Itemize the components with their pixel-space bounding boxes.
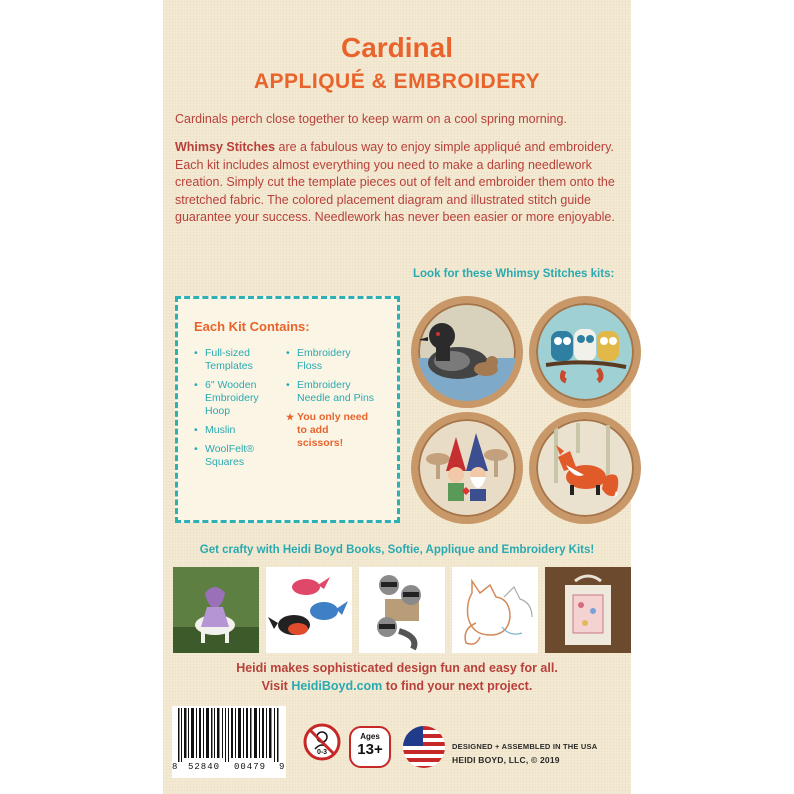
flag-graphic — [403, 726, 445, 768]
footer-next-project: to find your next project. — [382, 679, 533, 693]
ages-label: Ages — [360, 732, 380, 741]
fairy-unicorn-image — [173, 567, 259, 653]
barcode-check: 9 — [279, 762, 285, 772]
barcode-left: 52840 — [188, 762, 221, 772]
ages-value: 13+ — [357, 741, 383, 758]
kit-item: • WoolFelt® Squares — [194, 443, 284, 469]
product-title: Cardinal — [340, 32, 454, 63]
website-link[interactable]: HeidiBoyd.com — [291, 679, 383, 693]
gnomes-illustration — [418, 419, 516, 517]
package-back — [163, 0, 631, 794]
kit-item: • 6" Wooden Embroidery Hoop — [194, 379, 284, 418]
thumbnail-fox-embroidery — [452, 567, 538, 653]
felt-birds-image — [266, 567, 352, 653]
footer-line-2 — [163, 679, 631, 693]
owls-illustration — [536, 303, 634, 401]
barcode — [172, 706, 286, 778]
loon-illustration — [418, 303, 516, 401]
thumbnail-tote-bag — [545, 567, 631, 653]
owls-hoop-image — [529, 296, 641, 408]
gnomes-hoop-image — [411, 412, 523, 524]
age-warning-label: 0-3 — [316, 749, 328, 756]
ages-badge — [349, 726, 391, 768]
crafty-heading: Get crafty with Heidi Boyd Books, Softie, Applique and Embroidery Kits! — [199, 544, 595, 556]
kit-note: ★ You only need to add scissors! — [286, 411, 376, 450]
kit-list-left — [194, 347, 284, 475]
thumbnail-felt-birds — [266, 567, 352, 653]
us-flag-icon — [403, 726, 445, 768]
kit-item: • Full-sized Templates — [194, 347, 284, 373]
fox-embroidery-image — [452, 567, 538, 653]
fox-hoop-image — [529, 412, 641, 524]
thumbnail-raccoons — [359, 567, 445, 653]
tote-bag-image — [545, 567, 631, 653]
copyright: HEIDI BOYD, LLC, © 2019 — [452, 755, 560, 765]
kit-list-right — [286, 347, 376, 456]
barcode-right: 00479 — [234, 762, 267, 772]
brand-name: Whimsy Stitches — [175, 140, 276, 154]
barcode-lead: 8 — [172, 762, 178, 772]
product-subtitle: APPLIQUÉ & EMBROIDERY — [253, 70, 541, 93]
kit-item: • Muslin — [194, 424, 284, 437]
look-for-heading: Look for these Whimsy Stitches kits: — [413, 268, 615, 280]
loon-hoop-image — [411, 296, 523, 408]
made-in-usa: DESIGNED + ASSEMBLED IN THE USA — [452, 742, 598, 751]
choking-warning-badge — [303, 723, 341, 773]
kit-item: • Embroidery Needle and Pins — [286, 379, 376, 405]
kit-contents-box — [175, 296, 400, 523]
footer-line-1: Heidi makes sophisticated design fun and easy for all. — [236, 661, 558, 675]
footer-visit: Visit — [261, 679, 292, 693]
kit-item: • Embroidery Floss — [286, 347, 376, 373]
fox-illustration — [536, 419, 634, 517]
tagline: Cardinals perch close together to keep warm on a cool spring morning. — [175, 112, 567, 126]
barcode-bars — [172, 706, 286, 766]
thumbnail-fairy-unicorn — [173, 567, 259, 653]
description-text: are a fabulous way to enjoy simple appliqué and embroidery. Each kit includes almost everything you need to make a darling needlework creation. Simply cut the template pieces out of felt and embroider them onto the stretched fabric. The colored placement diagram and illustrated stitch guide guarantee your success. Needlework has never been easier or more enjoyable. — [175, 140, 615, 224]
description — [175, 139, 627, 227]
kit-contents-title: Each Kit Contains: — [194, 319, 310, 334]
raccoons-image — [359, 567, 445, 653]
